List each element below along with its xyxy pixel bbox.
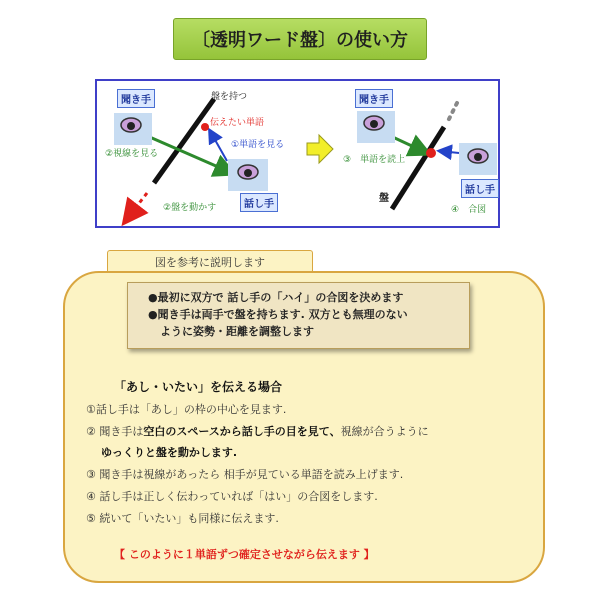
next-arrow-icon — [307, 135, 333, 163]
step-3: ③ 聞き手は視線があったら 相手が見ている単語を読み上げます. — [86, 468, 404, 481]
step-2-continued: ゆっくりと盤を動かします. — [101, 446, 238, 459]
board-left — [154, 99, 214, 183]
reference-tab: 図を参考に説明します — [107, 250, 313, 273]
gaze-back-arrow — [440, 151, 459, 153]
signal-label: ④ 合図 — [451, 205, 487, 215]
diagram-panel — [95, 79, 500, 228]
word-to-convey-label: 伝えたい単語 — [210, 118, 265, 128]
board-previous-dots — [447, 103, 457, 123]
intro-item-3: ように姿勢・距離を調整します — [160, 325, 314, 338]
step-1: ①話し手は「あし」の枠の中心を見ます. — [86, 403, 287, 416]
step-4: ④ 話し手は正しく伝わっていれば「はい」の合図をします. — [86, 490, 378, 503]
intro-scroll — [127, 282, 470, 349]
closing-note: 【 このように１単語ずつ確定させながら伝えます 】 — [114, 548, 375, 561]
listener-tag-left: 聞き手 — [117, 89, 155, 108]
read-word-label: ③ 単語を読上 — [343, 155, 406, 165]
listener-tag-right: 聞き手 — [355, 89, 393, 108]
board-hold-label: 盤を持つ — [211, 92, 248, 102]
move-board-label: ②盤を動かす — [163, 203, 217, 213]
page-title: 〔透明ワード盤〕の使い方 — [173, 18, 427, 60]
look-word-arrow — [210, 131, 227, 161]
step-2: ② 聞き手は空白のスペースから話し手の目を見て、視線が合うように — [86, 425, 429, 438]
look-at-line-label: ②視線を見る — [105, 149, 159, 159]
speaker-tag-left: 話し手 — [240, 193, 278, 212]
intro-item-2: ●聞き手は両手で盤を持ちます. 双方とも無理のない — [148, 308, 408, 321]
step-5: ⑤ 続いて「いたい」も同様に伝えます. — [86, 512, 279, 525]
steps-heading: 「あし・いたい」を伝える場合 — [114, 380, 283, 394]
look-at-word-label: ①単語を見る — [231, 140, 285, 150]
speaker-tag-right: 話し手 — [461, 179, 499, 198]
word-dot-right — [426, 148, 436, 158]
intro-item-1: ●最初に双方で 話し手の「ハイ」の合図を決めます — [148, 291, 404, 304]
board-label: 盤 — [379, 193, 389, 204]
word-dot-left — [201, 123, 209, 131]
move-board-arrow — [127, 193, 147, 219]
